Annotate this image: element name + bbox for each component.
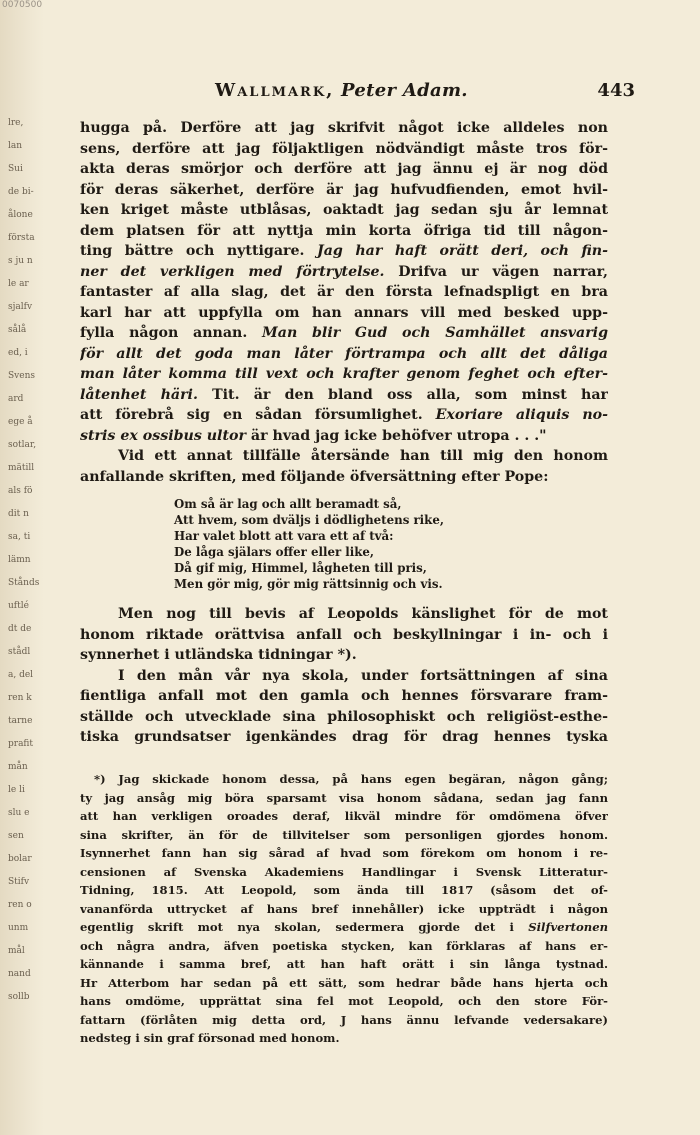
text-line: karl har att uppfylla om han annars vill med besked upp- — [80, 304, 608, 321]
bleed-fragment: nand — [8, 969, 31, 979]
bleed-fragment: ålone — [8, 210, 33, 220]
text-line: Vid ett annat tillfälle återsände han till mig den honom — [118, 448, 608, 464]
text-line: Men nog till bevis af Leopolds känslighet för de mot — [118, 606, 608, 622]
bleed-fragment: lämn — [8, 555, 31, 565]
footnote-line: *) Jag skickade honom dessa, på hans egen begäran, någon gång; — [94, 772, 608, 786]
footnote — [80, 770, 608, 1048]
bleed-fragment: sen — [8, 831, 24, 841]
bleed-fragment: ren k — [8, 693, 32, 703]
body-text-block-2 — [80, 604, 608, 748]
bleed-fragment: mål — [8, 946, 25, 956]
text-line: I den mån vår nya skola, under fortsättningen af sina — [118, 667, 608, 684]
text-line: synnerhet i utländska tidningar *). — [80, 647, 357, 663]
bleed-fragment: sa, ti — [8, 532, 31, 542]
bleed-fragment: sollb — [8, 992, 30, 1002]
bleed-fragment: le ar — [8, 279, 29, 289]
verse-line: De låga själars offer eller like, — [174, 545, 375, 559]
bleed-fragment: ard — [8, 394, 24, 404]
text-line: för allt det goda man låter förtrampa och allt det dåliga — [80, 345, 608, 362]
footnote-line: egentlig skrift mot nya skolan, sedermera gjorde det i Silfvertonen — [80, 920, 608, 934]
bleed-fragment: ren o — [8, 900, 32, 910]
text-line: sens, derföre att jag följaktligen nödvändigt måste tros för- — [80, 140, 608, 157]
bleed-fragment: Stånds — [8, 578, 40, 588]
bleed-fragment: als fö — [8, 486, 33, 496]
bleed-fragment: sålå — [8, 325, 27, 335]
text-line: tiska grundsatser igenkändes drag för drag hennes tyska — [80, 729, 608, 745]
running-header — [80, 80, 635, 106]
verse-line: Har valet blott att vara ett af två: — [174, 529, 394, 543]
text-line: akta deras smörjor och derföre att jag ännu ej är nog död — [80, 161, 608, 177]
footnote-line: Tidning, 1815. Att Leopold, som ända till 1817 (såsom det of- — [80, 883, 608, 897]
bleed-fragment: sotlar, — [8, 440, 37, 450]
text-line: ken kriget måste utblåsas, oaktadt jag sedan sju år lemnat — [80, 202, 608, 218]
footnote-line: fattarn (förlåten mig detta ord, J hans ännu lefvande vedersakare) — [80, 1012, 608, 1027]
text-line: ställde och utvecklade sina philosophiskt och religiöst-esthe- — [80, 708, 608, 725]
text-line: ner det verkligen med förtrytelse. Drifva ur vägen narrar, — [80, 263, 608, 280]
footnote-line: censionen af Svenska Akademiens Handlingar i Svensk Litteratur- — [80, 864, 608, 879]
bleed-fragment: Sui — [8, 164, 23, 174]
bleed-fragment: lre, — [8, 118, 24, 128]
verse-line: Att hvem, som dväljs i dödlighetens rike, — [174, 513, 444, 527]
bleed-fragment: lan — [8, 141, 23, 151]
footnote-line: att han verkligen oroades deraf, likväl mindre för omdömena öfver — [80, 809, 608, 823]
footnote-line: ty jag ansåg mig böra sparsamt visa honom sådana, sedan jag fann — [80, 790, 608, 805]
bleed-fragment: dit n — [8, 509, 29, 519]
running-head-title — [215, 80, 468, 101]
text-line: dem platsen för att nyttja min korta öfriga tid till någon- — [80, 222, 608, 239]
bleed-fragment: unm — [8, 923, 29, 933]
footnote-line: sina skrifter, än för de tillvitelser som personligen gjordes honom. — [80, 827, 608, 842]
bleed-fragment: prafit — [8, 739, 34, 749]
bleed-fragment: de bi- — [8, 187, 34, 197]
text-line: stris ex ossibus ultor är hvad jag icke behöfver utropa . . ." — [80, 427, 547, 444]
verse-line: Men gör mig, gör mig rättsinnig och vis. — [174, 577, 443, 591]
text-line: ting bättre och nyttigare. Jag har haft orätt deri, och fin- — [80, 243, 608, 259]
text-line: honom riktade orättvisa anfall och beskyllningar i in- och i — [80, 626, 608, 643]
footnote-line: Isynnerhet fann han sig sårad af hvad som förekom om honom i re- — [80, 846, 608, 860]
text-line: man låter komma till vext och krafter genom feghet och efter- — [80, 366, 608, 382]
footnote-line: Hr Atterbom har sedan på ett sätt, som hedrar både hans hjerta och — [80, 975, 608, 990]
text-line: för deras säkerhet, derföre är jag hufvudfienden, emot hvil- — [80, 181, 608, 198]
author-surname: Wallmark, — [215, 80, 335, 101]
footnote-line: kännande i samma bref, att han haft orätt i sin långa tystnad. — [80, 957, 608, 971]
bleed-fragment: första — [8, 233, 35, 243]
bleed-fragment: mån — [8, 762, 28, 772]
bleed-fragment: s ju n — [8, 256, 33, 266]
verse-line: Om så är lag och allt beramadt så, — [174, 497, 402, 511]
adjacent-page-bleed — [0, 0, 44, 1135]
text-line: fantaster af alla slag, det är den första lefnadspligt en bra — [80, 284, 608, 300]
bleed-fragment: sjalfv — [8, 302, 33, 312]
bleed-fragment: tarne — [8, 716, 33, 726]
footnote-line: nedsteg i sin graf försonad med honom. — [80, 1031, 340, 1045]
text-line: anfallande skriften, med följande öfversättning efter Pope: — [80, 468, 549, 485]
footnote-line: och några andra, äfven poetiska stycken, kan förklaras af hans er- — [80, 938, 608, 953]
footnote-line: vananförda uttrycket af hans bref innehåller) icke uppträdt i någon — [80, 901, 608, 916]
bleed-fragment: stådl — [8, 647, 31, 657]
author-given-name: Peter Adam. — [341, 80, 468, 101]
bleed-fragment: a, del — [8, 670, 34, 680]
page-number: 443 — [597, 80, 635, 101]
bleed-fragment: le li — [8, 785, 25, 795]
bleed-fragment: dt de — [8, 624, 32, 634]
text-line: hugga på. Derföre att jag skrifvit något icke alldeles non — [80, 120, 608, 136]
bleed-fragment: ege å — [8, 417, 33, 427]
footnote-line: hans omdöme, upprättat sina fel mot Leopold, och den store För- — [80, 994, 608, 1008]
bleed-fragment: slu e — [8, 808, 30, 818]
bleed-fragment: uftlé — [8, 601, 29, 611]
text-line: låtenhet häri. Tit. är den bland oss alla, som minst har — [80, 386, 608, 403]
bleed-fragment: mätill — [8, 463, 35, 473]
text-line: att förebrå sig en sådan försumlighet. Exoriare aliquis no- — [80, 407, 608, 423]
text-line: fientliga anfall mot den gamla och hennes försvarare fram- — [80, 688, 608, 704]
bleed-fragment: Svens — [8, 371, 35, 381]
bleed-fragment: Stifv — [8, 877, 30, 887]
library-stamp: 0070500 — [2, 0, 43, 10]
bleed-fragment: ed, i — [8, 348, 28, 358]
verse-translation — [174, 496, 514, 592]
bleed-fragment: bolar — [8, 854, 32, 864]
text-line: fylla någon annan. Man blir Gud och Samhället ansvarig — [80, 325, 608, 341]
body-text-block-1 — [80, 118, 608, 487]
verse-line: Då gif mig, Himmel, lågheten till pris, — [174, 561, 427, 575]
